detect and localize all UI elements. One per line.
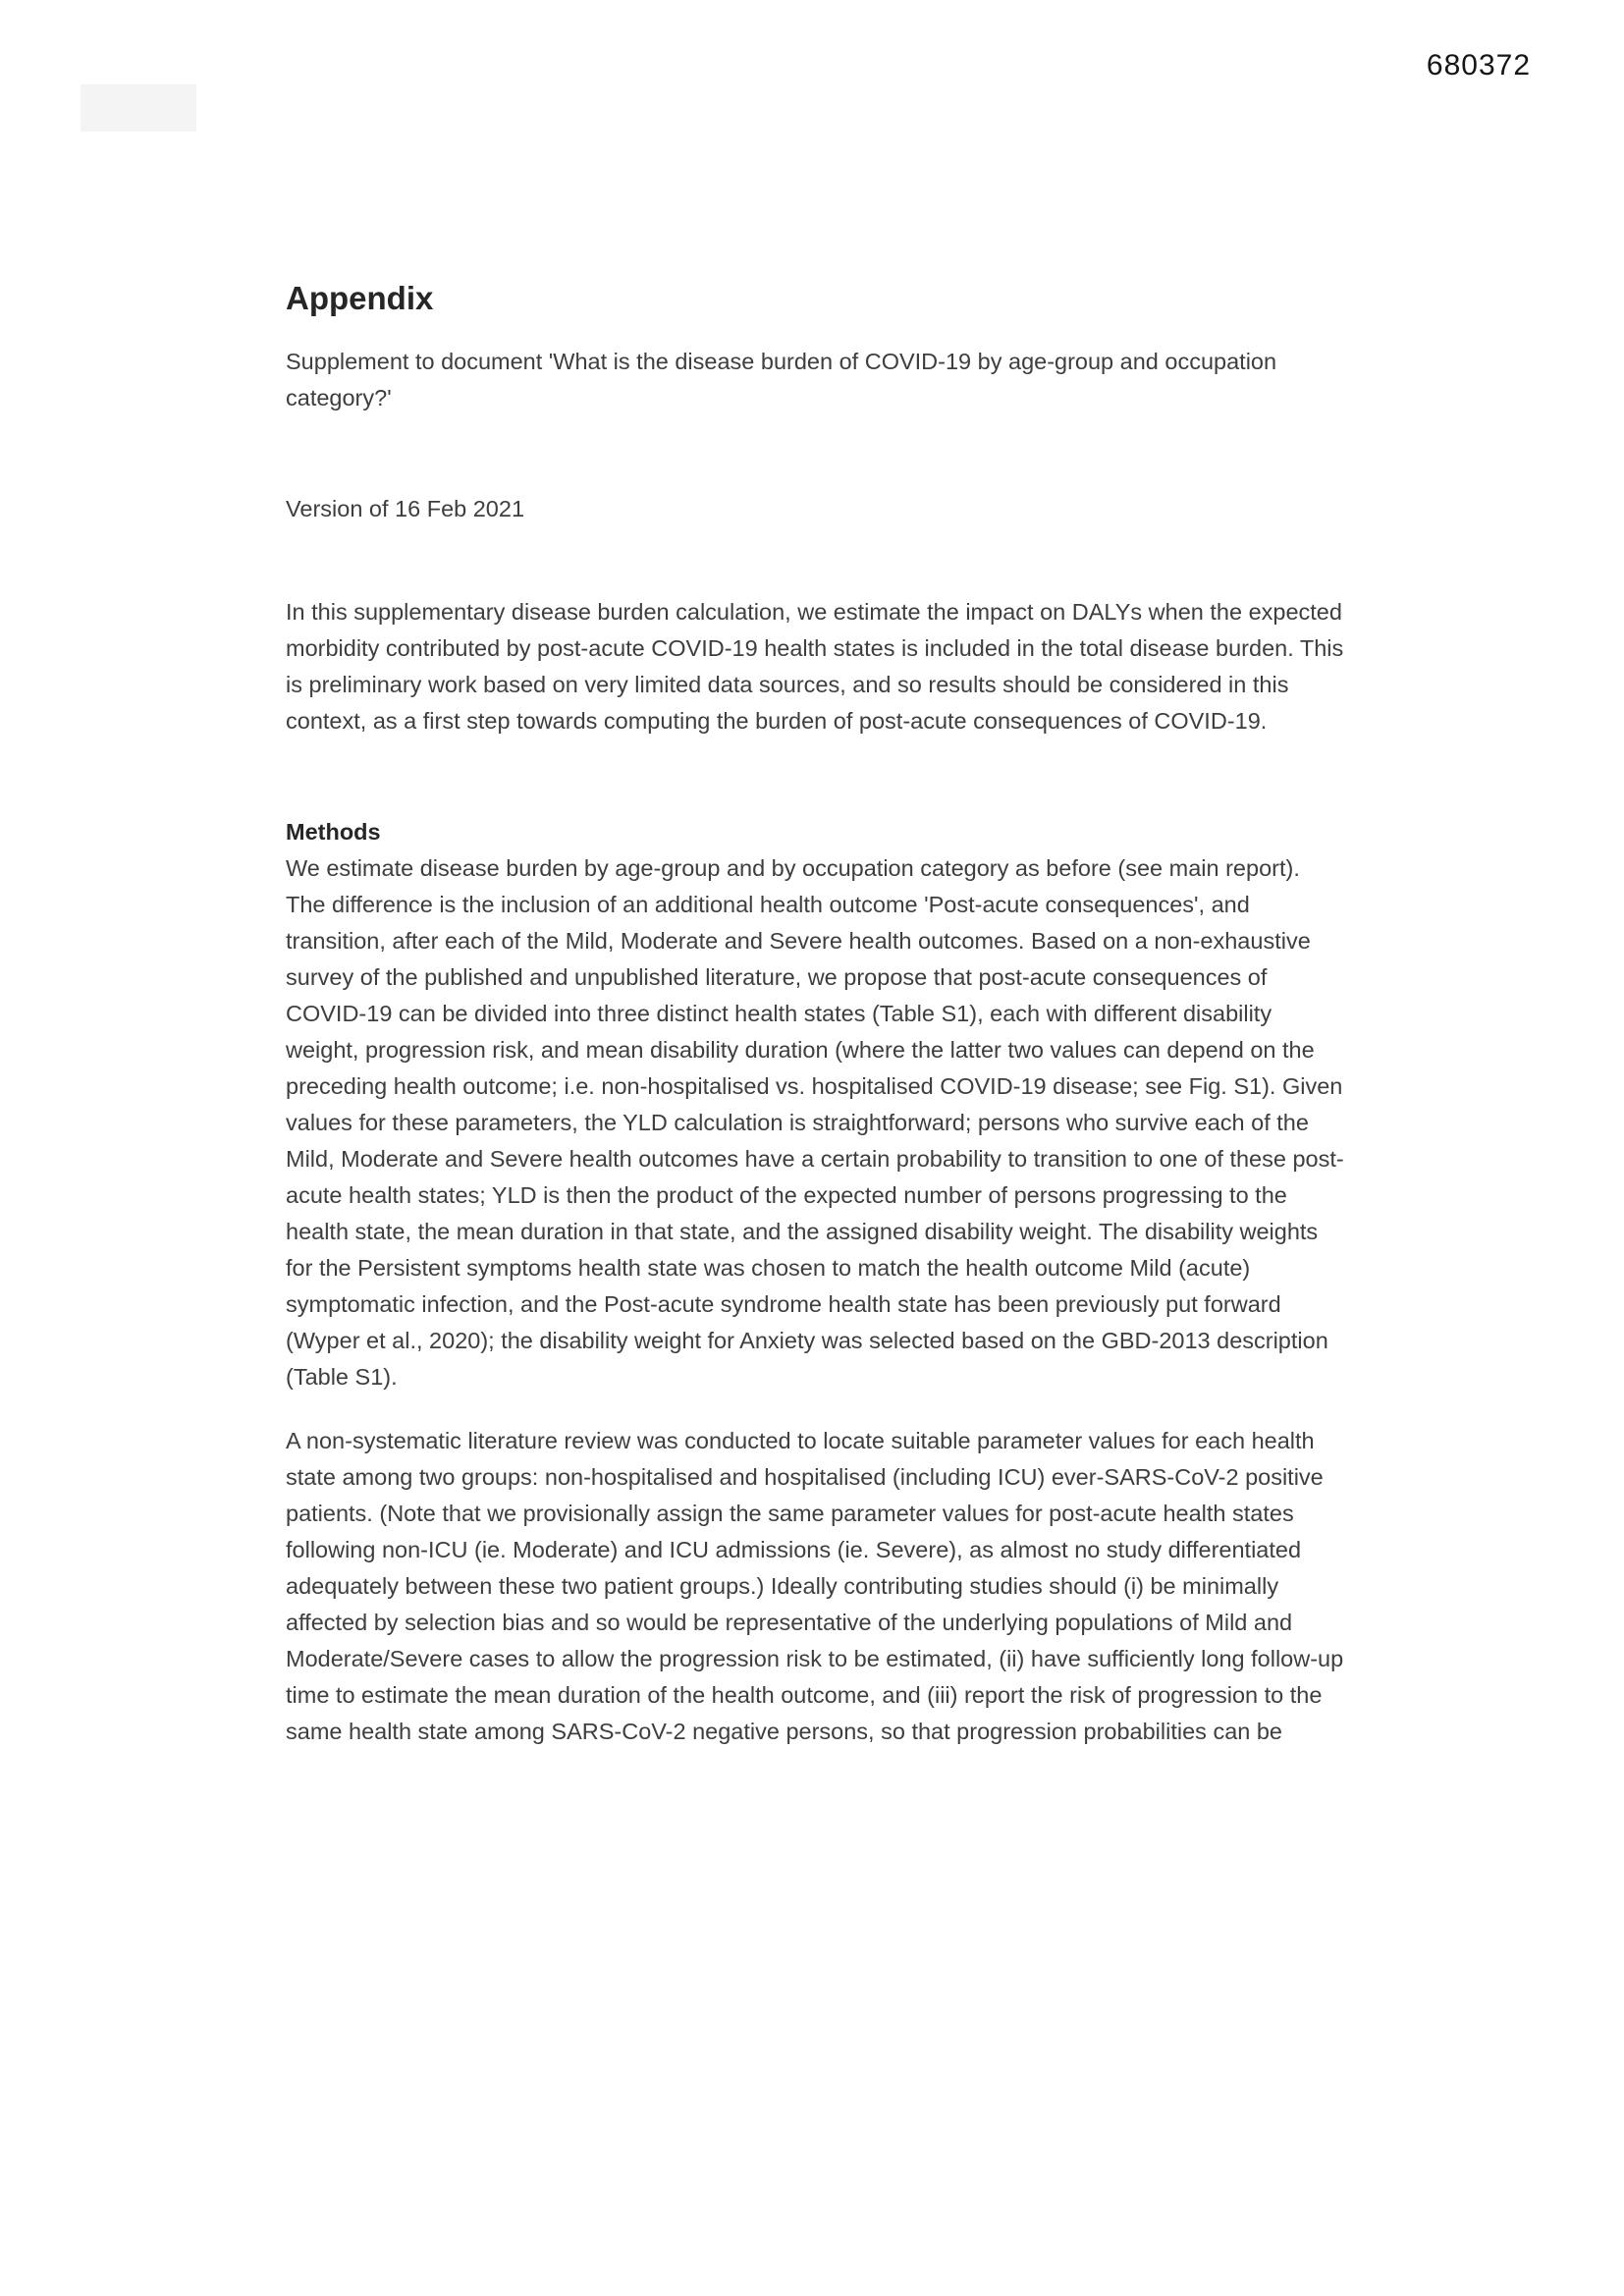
appendix-title: Appendix xyxy=(286,280,434,316)
methods-paragraph-2: A non-systematic literature review was conducted to locate suitable parameter values for each health state among two groups: non-hospitalised and hospitalised (including ICU) ever-SARS-CoV-2 positive patients. (Note that we provisionally assign the same parameter values for post-acute health states following non-ICU (ie. Moderate) and ICU admissions (ie. Severe), as almost no study differentiated adequately between these two patient groups.) Ideally contributing studies should (i) be minimally affected by selection bias and so would be representative of the underlying populations of Mild and Moderate/Severe cases to allow the progression risk to be estimated, (ii) have sufficiently long follow-up time to estimate the mean duration of the health outcome, and (iii) report the risk of progression to the same health state among SARS-CoV-2 negative persons, so that progression probabilities can be xyxy=(286,1427,1344,1744)
methods-paragraph-1: We estimate disease burden by age-group and by occupation category as before (see main report). The difference is the inclusion of an additional health outcome 'Post-acute consequences', and transition, after each of the Mild, Moderate and Severe health outcomes. Based on a non-exhaustive survey of the published and unpublished literature, we propose that post-acute consequences of COVID-19 can be divided into three distinct health states (Table S1), each with different disability weight, progression risk, and mean disability duration (where the latter two values can depend on the preceding health outcome; i.e. non-hospitalised vs. hospitalised COVID-19 disease; see Fig. S1). Given values for these parameters, the YLD calculation is straightforward; persons who survive each of the Mild, Moderate and Severe health outcomes have a certain probability to transition to one of these post-acute health states; YLD is then the product of the expected number of persons progressing to the health state, the mean duration in that state, and the assigned disability weight. The disability weights for the Persistent symptoms health state was chosen to match the health outcome Mild (acute) symptomatic infection, and the Post-acute syndrome health state has been previously put forward (Wyper et al., 2020); the disability weight for Anxiety was selected based on the GBD-2013 description (Table S1). xyxy=(286,854,1344,1390)
intro-paragraph: In this supplementary disease burden calculation, we estimate the impact on DALYs when the expected morbidity contributed by post-acute COVID-19 health states is included in the total disease burden. This is preliminary work based on very limited data sources, and so results should be considered in this context, as a first step towards computing the burden of post-acute consequences of COVID-19. xyxy=(286,598,1344,734)
document-content xyxy=(286,279,1344,1750)
methods-heading: Methods xyxy=(286,818,381,845)
version-line: Version of 16 Feb 2021 xyxy=(286,495,525,521)
supplement-subtitle: Supplement to document 'What is the disease burden of COVID-19 by age-group and occupation category?' xyxy=(286,348,1277,410)
scan-artifact xyxy=(81,84,196,132)
document-number: 680372 xyxy=(1426,49,1531,82)
